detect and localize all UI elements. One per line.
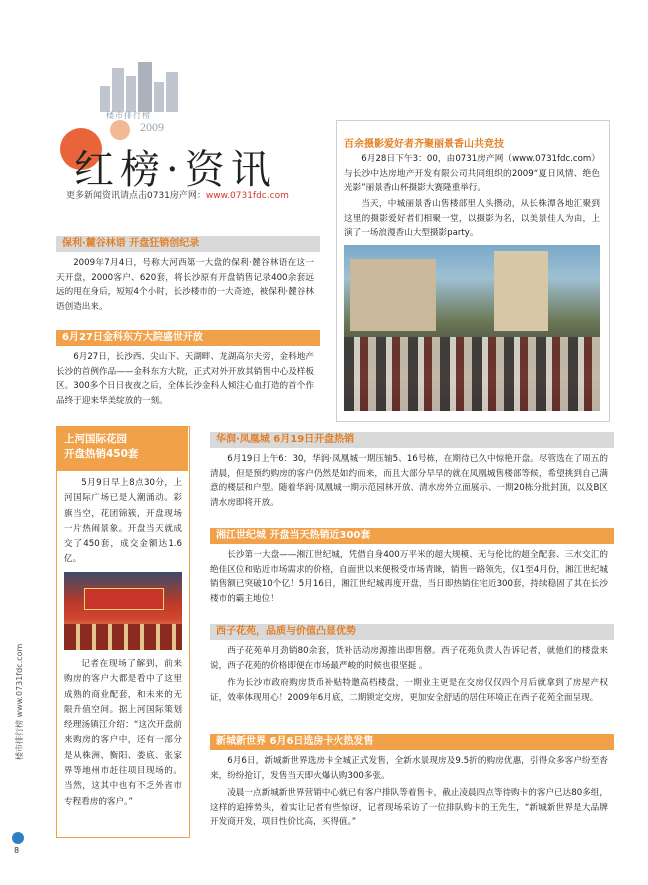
section-paragraph: 凌晨一点新城新世界营销中心就已有客户排队等着售卡，截止凌晨四点等待购卡的客户已达80多组，这样的追捧势头，着实让记者有些惊讶，记者现场采访了一位排队购卡的王先生，“新城新世界是大品牌开发商开发，项目性价比高，买得值。” bbox=[210, 788, 608, 828]
page-number: 8 bbox=[14, 846, 20, 855]
sidebar-title-line1: 上河国际花园 bbox=[64, 433, 127, 445]
vertical-site-text: 楼市排行榜 www.0731fdc.com bbox=[15, 643, 24, 760]
section-paragraph: 2009年7月4日，号称大河西第一大盘的保利·麓谷林语在这一天开盘，2000客户、620套，将长沙原有开盘销售记录400余套远远的甩在身后，短短4个小时，长沙楼市的一大奇迹，被保利·麓谷林语创造出来。 bbox=[56, 258, 314, 312]
section-paragraph: 长沙第一大盘——湘江世纪城，凭借自身400万平米的超大规模、无与伦比的超全配套、三水交汇的绝佳区位和贴近市场需求的价格，自面世以来便极受市场青睐，销售一路领先，仅1至4月份，湘江世纪城销售额已突破10个亿！5月16日，湘江世纪城再度开盘，当日即热销住宅近300套，持续稳固了其在长沙楼市的霸主地位！ bbox=[210, 550, 608, 604]
section-paragraph: 6月19日上午6：30，华润·凤凰城一期压轴5、16号栋，在期待已久中惊艳开盘。尽管选在了周五的清晨，但是预约购房的客户仍然是如约而来，而且大部分早早的就在凤凰城售楼部等候，希望挑到自己满意的楼层和户型。随着华润·凤凰城一期示范园林开放、清水房外立面展示、一期20栋分批封顶，以及B区清水房即将开放。 bbox=[210, 454, 608, 508]
sidebar-paragraph: 5月9日早上8点30分，上河国际广场已是人潮涌动。彩旗当空，花团锦簇，开盘现场一片热闹景象。开盘当天就成交了450套，成交金额达1.6亿。 bbox=[64, 478, 182, 565]
page-title: 红榜·资讯 bbox=[74, 147, 277, 193]
more-info-url[interactable]: www.0731fdc.com bbox=[205, 191, 289, 201]
photo-news-paragraph: 6月28日下午3：00，由0731房产网（www.0731fdc.com）与长沙中达房地产开发有限公司共同组织的2009“夏日风情、绝色光影”丽景香山杯摄影大赛隆重举行。 bbox=[344, 154, 600, 194]
section-paragraph: 6月6日，新城新世界选房卡全城正式发售，全新水景现房及9.5折的购房优惠，引得众多客户纷至沓来，纷纷抢订，发售当天即火爆认购300多张。 bbox=[210, 756, 608, 781]
section-heading: 湘江世纪城 开盘当天热销近300套 bbox=[210, 528, 614, 544]
section-heading: 6月27日金科东方大院盛世开放 bbox=[56, 330, 320, 346]
sidebar-paragraph: 记者在现场了解到，前来购房的客户大都是看中了这里成熟的商业配套，和未来的无限升值空间。据上河国际策划经理汤镇江介绍：“这次开盘前来购房的客户中，还有一部分是从株洲、衡阳、娄底、张家界等地州市赶往项目现场的。当然，这其中也有不乏外省市专程看房的客户。” bbox=[64, 659, 182, 807]
section-heading: 西子花苑，品质与价值凸显优势 bbox=[210, 624, 614, 640]
logo-text: 楼市排行榜 bbox=[106, 111, 151, 120]
photo-news-title: 百余摄影爱好者齐聚丽景香山共竞技 bbox=[344, 139, 504, 150]
opening-ceremony-photo bbox=[64, 572, 182, 650]
brand-logo bbox=[96, 62, 182, 138]
section-heading: 华润·凤凰城 6月19日开盘热销 bbox=[210, 432, 614, 448]
more-info-text: 更多新闻资讯请点击0731房产网： bbox=[66, 191, 206, 201]
section-paragraph: 西子花苑单月劲销80余套，货补活动房源推出即售罄。西子花苑负责人告诉记者，就他们的楼盘来说，西子花苑的价格即便在市场最严峻的时候也很坚挺 。 bbox=[210, 646, 608, 671]
logo-bars-graphic bbox=[96, 62, 182, 112]
section-heading: 新城新世界 6月6日选房卡火热发售 bbox=[210, 734, 614, 750]
photo-news-paragraph: 当天，中城丽景香山售楼部里人头攒动，从长株潭各地汇聚到这里的摄影爱好者们相聚一堂，以摄影为名，以美景佳人为由，上演了一场浪漫香山大型摄影party。 bbox=[344, 199, 600, 239]
section-paragraph: 作为长沙市政府购房货币补贴特邀高档楼盘，一期业主更是在交房仅仅四个月后就拿到了房屋产权证，效率体现用心！2009年6月底，二期锁定交房，更加安全舒适的居住环境正在西子花苑全面呈现。 bbox=[210, 678, 608, 703]
section-heading: 保利·麓谷林语 开盘狂销创纪录 bbox=[56, 236, 320, 252]
more-info-line bbox=[66, 188, 289, 201]
sidebar-title bbox=[64, 432, 138, 462]
brand-circle-small-decoration bbox=[110, 120, 130, 140]
section-paragraph: 6月27日，长沙西、尖山下、天湖畔、龙湖高尔夫旁，金科地产长沙的首例作品——金科东方大院，正式对外开放其销售中心及样板区。300多个日日夜夜之后，全体长沙金科人倾注心血打造的首个作品终于迎来华美绽放的一刻。 bbox=[56, 352, 314, 406]
page-marker-dot bbox=[12, 832, 24, 844]
sidebar-title-line2: 开盘热销450套 bbox=[64, 448, 139, 460]
logo-year: 2009 bbox=[140, 120, 164, 134]
photography-event-photo bbox=[344, 245, 600, 411]
